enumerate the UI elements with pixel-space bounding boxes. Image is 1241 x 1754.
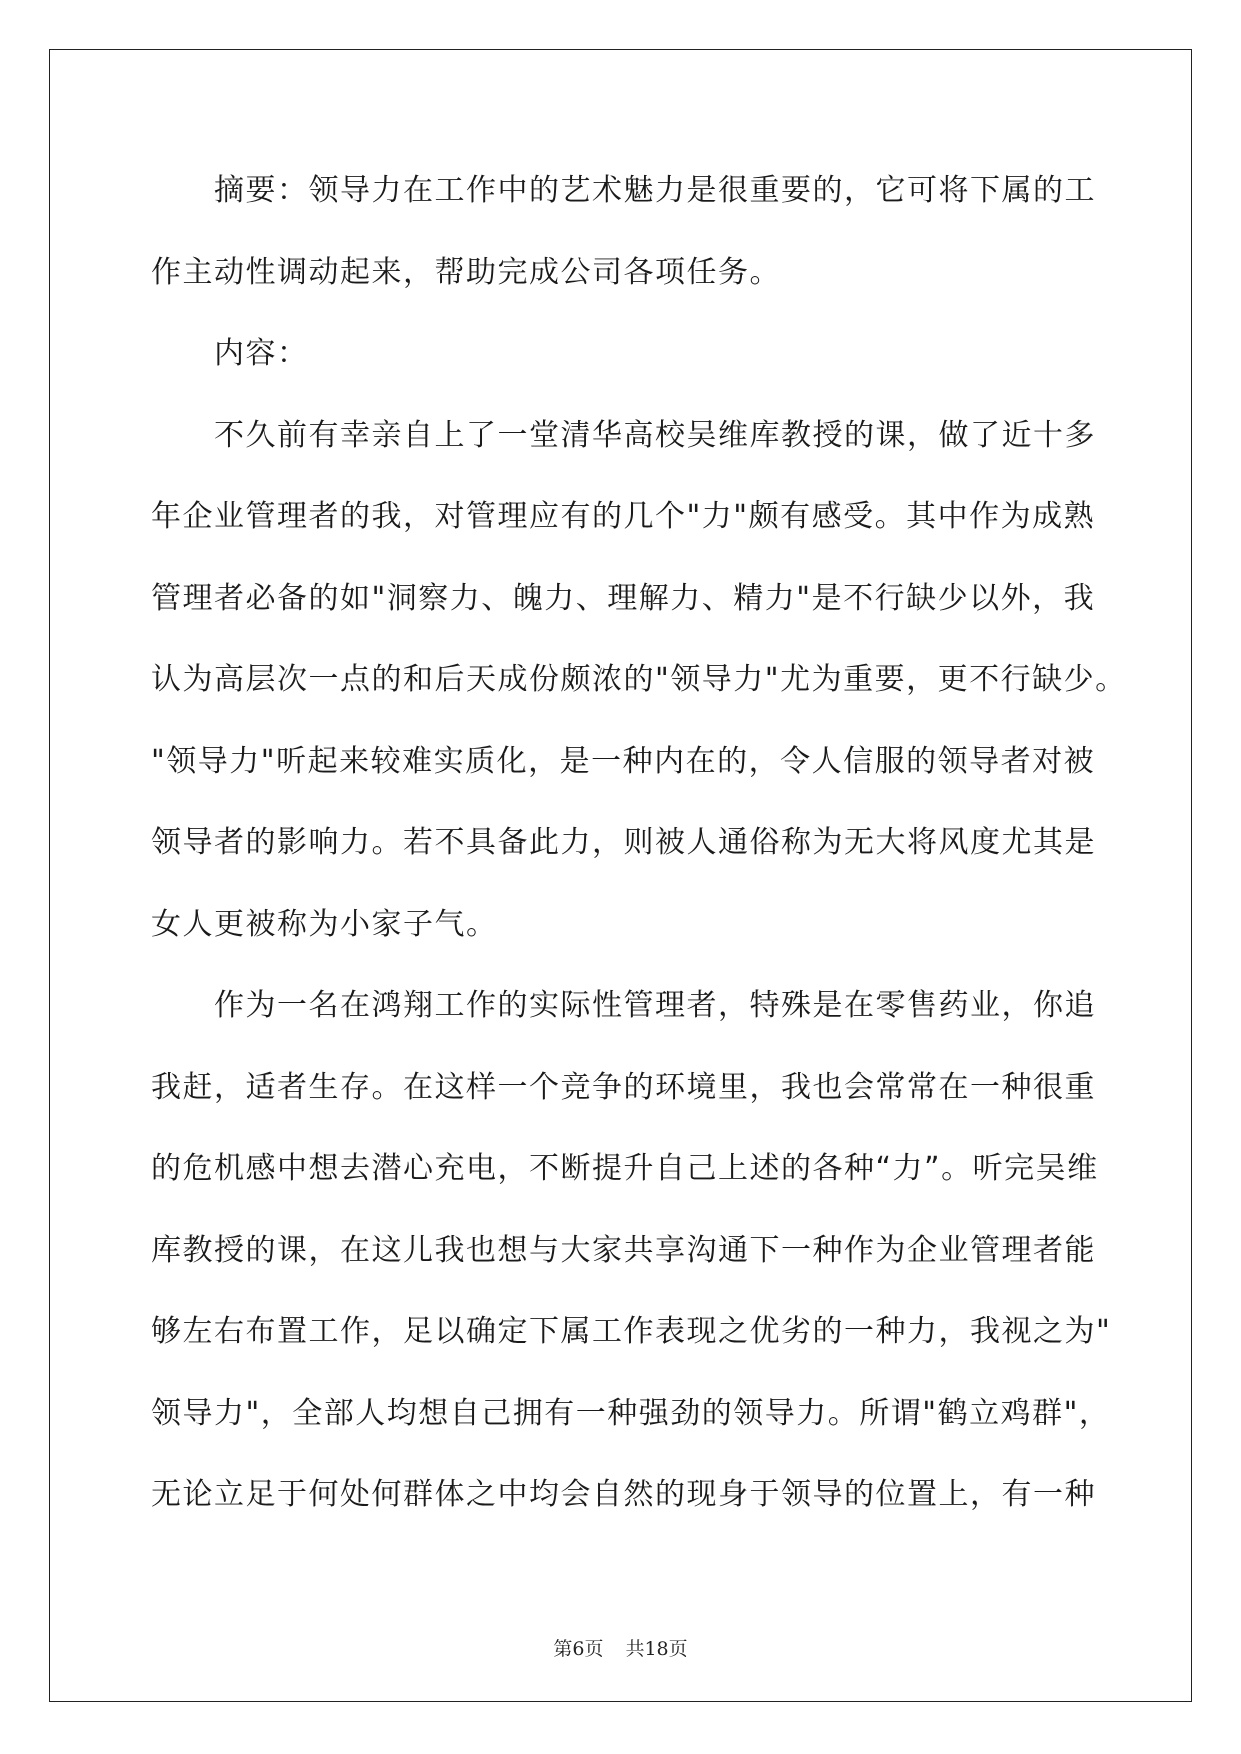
paragraph-line: 不久前有幸亲自上了一堂清华高校吴维库教授的课，做了近十多	[214, 417, 1096, 453]
page-footer	[0, 1634, 1241, 1661]
paragraph-line: 领导者的影响力。若不具备此力，则被人通俗称为无大将风度尤其是	[151, 825, 1096, 860]
paragraph-line: 作为一名在鸿翔工作的实际性管理者，特殊是在零售药业，你追	[214, 988, 1096, 1023]
content-heading: 内容：	[214, 336, 309, 371]
paragraph-line: 库教授的课，在这儿我也想与大家共享沟通下一种作为企业管理者能	[151, 1232, 1096, 1268]
paragraph-line: 领导力"，全部人均想自己拥有一种强劲的领导力。所谓"鹤立鸡群"，	[151, 1395, 1111, 1431]
paragraph-line: 够左右布置工作，足以确定下属工作表现之优劣的一种力，我视之为"	[151, 1314, 1112, 1349]
document-body	[151, 162, 1127, 1548]
paragraph-line: 女人更被称为小家子气。	[151, 906, 498, 942]
paragraph-line: 的危机感中想去潜心充电，不断提升自己上述的各种“力”。听完吴维	[151, 1151, 1099, 1186]
paragraph-line: 无论立足于何处何群体之中均会自然的现身于领导的位置上，有一种	[151, 1477, 1096, 1512]
page-total: 共18页	[625, 1638, 688, 1660]
paragraph-line: "领导力"听起来较难实质化，是一种内在的，令人信服的领导者对被	[151, 743, 1096, 779]
abstract-line: 作主动性调动起来，帮助完成公司各项任务。	[151, 254, 781, 290]
paragraph-line: 年企业管理者的我，对管理应有的几个"力"颇有感受。其中作为成熟	[151, 499, 1096, 534]
page-number: 第6页	[553, 1638, 604, 1660]
paragraph-line: 管理者必备的如"洞察力、魄力、理解力、精力"是不行缺少以外，我	[151, 580, 1096, 616]
abstract-line: 摘要：领导力在工作中的艺术魅力是很重要的，它可将下属的工	[214, 173, 1096, 208]
paragraph-line: 我赶，适者生存。在这样一个竞争的环境里，我也会常常在一种很重	[151, 1069, 1096, 1105]
paragraph-line: 认为高层次一点的和后天成份颇浓的"领导力"尤为重要，更不行缺少。	[151, 662, 1127, 697]
